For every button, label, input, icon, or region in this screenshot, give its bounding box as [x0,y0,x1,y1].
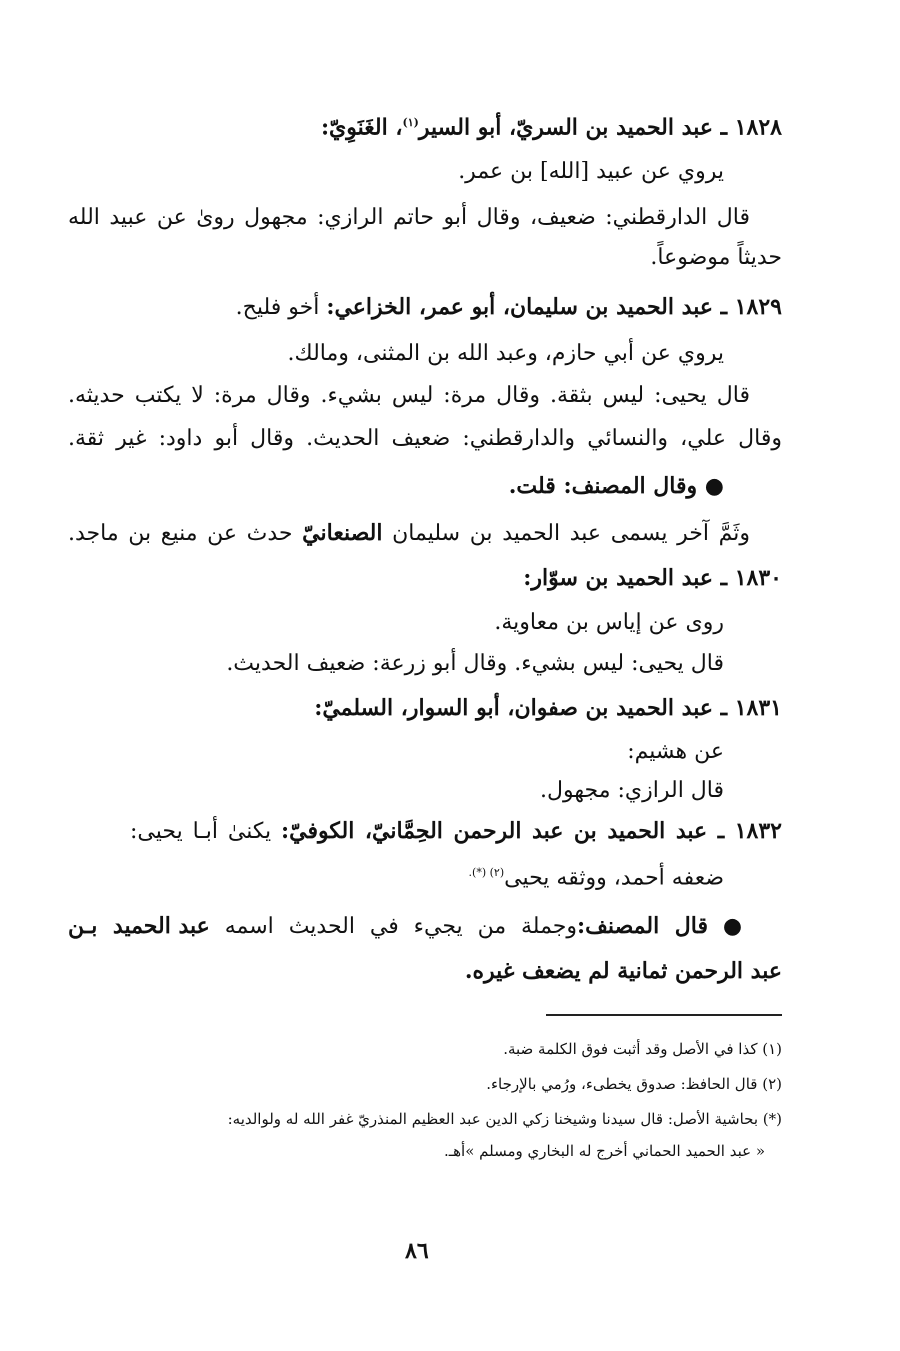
entry-heading-1831: ١٨٣١ ـ عبد الحميد بن صفوان، أبو السوار، السلميّ: [314,695,782,721]
entry-heading-1830: ١٨٣٠ ـ عبد الحميد بن سوّار: [523,565,782,591]
footnote: (*) بحاشية الأصل: قال سيدنا وشيخنا زكي الدين عبد العظيم المنذريّ غفر الله له ولوالديه: [227,1110,782,1128]
entry-heading-1832: ١٨٣٢ ـ عبد الحميد بن عبد الرحمن الحِمَّانيّ، الكوفيّ: يكنىٰ أبـا يحيى: [130,818,782,844]
entry-text: حديثاً موضوعاً. [650,245,782,270]
bullet-icon: ● [704,473,724,499]
entry-text: يروي عن أبي حازم، وعبد الله بن المثنى، ومالك. [287,341,724,366]
entry-text: قال يحيى: ليس بشيء. وقال أبو زرعة: ضعيف الحديث. [226,651,724,676]
entry-text: قال الدارقطني: ضعيف، وقال أبو حاتم الرازي: مجهول روىٰ عن عبيد الله [68,205,750,230]
footnote: (٢) قال الحافظ: صدوق يخطىء، ورُمي بالإرجاء. [486,1075,782,1093]
entry-text: ضعفه أحمد، ووثقه يحيى$^{(٢) (*).}$ [468,865,724,891]
entry-heading-1829: ١٨٢٩ ـ عبد الحميد بن سليمان، أبو عمر، الخزاعي: أخو فليح. [235,294,782,320]
entry-text: قال الرازي: مجهول. [540,778,724,803]
page-number: ٨٦ [405,1238,429,1264]
entry-text: قال يحيى: ليس بثقة. وقال مرة: ليس بشيء. وقال مرة: لا يكتب حديثه. [68,383,750,408]
footnote-continuation: « عبد الحميد الحماني أخرج له البخاري ومسلم »أهـ. [443,1142,765,1160]
footnote: (١) كذا في الأصل وقد أثبت فوق الكلمة ضبة. [503,1040,782,1058]
entry-text: وقال علي، والنسائي والدارقطني: ضعيف الحديث. وقال أبو داود: غير ثقة. [68,426,782,451]
author-note-text: وثَمَّ آخر يسمى عبد الحميد بن سليمان الصنعانيّ حدث عن منيع بن ماجد. [68,520,750,546]
closing-note-line-1: ● قال المصنف:وجملة من يجيء في الحديث اسمه عبد الحميد بـن [68,913,751,939]
footnote-separator [546,1014,782,1016]
entry-text: روى عن إياس بن معاوية. [494,610,724,635]
entry-heading-1828: ١٨٢٨ ـ عبد الحميد بن السريّ، أبو السير$^{(١)}$، الغَنَوِيّ: [320,114,782,141]
bullet-icon: ● [722,914,751,939]
entry-text: يروي عن عبيد [الله] بن عمر. [458,159,724,184]
author-note-label: ● وقال المصنف: قلت. [508,473,724,499]
entry-text: عن هشيم: [627,739,724,764]
closing-note-line-2: عبد الرحمن ثمانية لم يضعف غيره. [464,958,782,984]
